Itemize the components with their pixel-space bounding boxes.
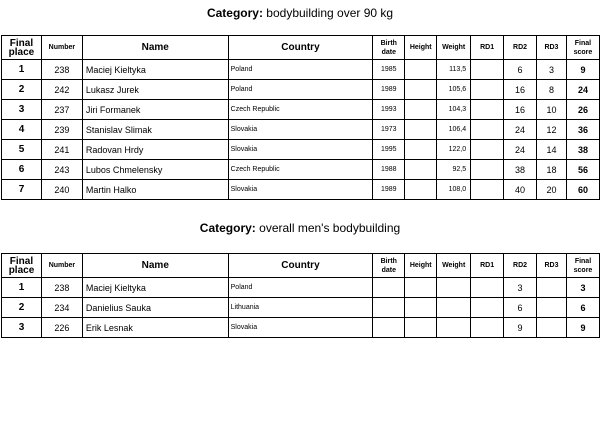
cell-height bbox=[405, 140, 437, 160]
col-height: Height bbox=[405, 254, 437, 278]
cell-number: 239 bbox=[41, 120, 82, 140]
cell-weight: 122,0 bbox=[437, 140, 471, 160]
cell-place: 6 bbox=[2, 160, 42, 180]
col-rd1: RD1 bbox=[471, 36, 504, 60]
cell-rd2: 24 bbox=[504, 140, 537, 160]
cell-country: Czech Republic bbox=[228, 160, 373, 180]
cell-height bbox=[405, 60, 437, 80]
category-name: bodybuilding over 90 kg bbox=[266, 6, 394, 20]
cell-place: 1 bbox=[2, 60, 42, 80]
cell-rd2: 16 bbox=[504, 100, 537, 120]
category-label: Category: bbox=[199, 221, 256, 235]
table-row bbox=[2, 80, 600, 100]
col-final-place: Final place bbox=[2, 36, 42, 60]
cell-weight: 92,5 bbox=[437, 160, 471, 180]
cell-weight bbox=[437, 278, 471, 298]
col-number: Number bbox=[41, 254, 82, 278]
cell-name: Lubos Chmelensky bbox=[82, 160, 228, 180]
table-row bbox=[2, 278, 600, 298]
cell-name: Danielius Sauka bbox=[82, 298, 228, 318]
cell-birth-date bbox=[373, 278, 405, 298]
col-final-place: Final place bbox=[2, 254, 42, 278]
results-table-2 bbox=[1, 253, 600, 338]
col-birth-date: Birth date bbox=[373, 36, 405, 60]
cell-rd1 bbox=[471, 140, 504, 160]
cell-height bbox=[405, 298, 437, 318]
cell-country: Slovakia bbox=[228, 180, 373, 200]
cell-place: 2 bbox=[2, 80, 42, 100]
cell-final-score: 56 bbox=[566, 160, 599, 180]
cell-country: Czech Republic bbox=[228, 100, 373, 120]
cell-weight: 104,3 bbox=[437, 100, 471, 120]
cell-rd1 bbox=[471, 60, 504, 80]
table-row bbox=[2, 120, 600, 140]
cell-height bbox=[405, 100, 437, 120]
cell-country: Slovakia bbox=[228, 318, 373, 338]
cell-final-score: 38 bbox=[566, 140, 599, 160]
cell-rd3 bbox=[537, 278, 567, 298]
cell-height bbox=[405, 160, 437, 180]
cell-number: 238 bbox=[41, 278, 82, 298]
cell-rd2: 24 bbox=[504, 120, 537, 140]
table-row bbox=[2, 100, 600, 120]
cell-country: Poland bbox=[228, 60, 373, 80]
cell-rd3: 10 bbox=[536, 100, 566, 120]
cell-name: Jiri Formanek bbox=[82, 100, 228, 120]
cell-rd1 bbox=[471, 160, 504, 180]
cell-rd2: 3 bbox=[504, 278, 537, 298]
results-table-1 bbox=[1, 35, 600, 200]
col-height: Height bbox=[405, 36, 437, 60]
cell-final-score: 36 bbox=[566, 120, 599, 140]
cell-rd2: 40 bbox=[504, 180, 537, 200]
cell-rd2: 6 bbox=[504, 298, 537, 318]
col-rd3: RD3 bbox=[537, 254, 567, 278]
cell-rd1 bbox=[471, 180, 504, 200]
col-rd2: RD2 bbox=[504, 36, 537, 60]
cell-place: 7 bbox=[2, 180, 42, 200]
cell-rd1 bbox=[471, 318, 504, 338]
col-name: Name bbox=[82, 36, 228, 60]
cell-rd2: 38 bbox=[504, 160, 537, 180]
cell-birth-date bbox=[373, 298, 405, 318]
cell-place: 5 bbox=[2, 140, 42, 160]
col-name: Name bbox=[82, 254, 228, 278]
cell-rd3 bbox=[537, 298, 567, 318]
cell-name: Maciej Kieltyka bbox=[82, 278, 228, 298]
table-row bbox=[2, 298, 600, 318]
cell-rd3 bbox=[537, 318, 567, 338]
cell-rd2: 9 bbox=[504, 318, 537, 338]
table-body-2 bbox=[2, 278, 600, 338]
cell-weight: 106,4 bbox=[437, 120, 471, 140]
cell-final-score: 9 bbox=[566, 60, 599, 80]
cell-rd1 bbox=[471, 278, 504, 298]
cell-height bbox=[405, 180, 437, 200]
cell-country: Lithuania bbox=[228, 298, 373, 318]
cell-final-score: 60 bbox=[566, 180, 599, 200]
col-number: Number bbox=[41, 36, 82, 60]
cell-name: Erik Lesnak bbox=[82, 318, 228, 338]
cell-height bbox=[405, 80, 437, 100]
cell-number: 234 bbox=[41, 298, 82, 318]
cell-place: 2 bbox=[2, 298, 42, 318]
cell-number: 226 bbox=[41, 318, 82, 338]
cell-weight bbox=[437, 318, 471, 338]
cell-final-score: 6 bbox=[566, 298, 599, 318]
cell-rd1 bbox=[471, 100, 504, 120]
cell-final-score: 3 bbox=[566, 278, 599, 298]
cell-country: Slovakia bbox=[228, 120, 373, 140]
col-rd1: RD1 bbox=[471, 254, 504, 278]
col-birth-date: Birth date bbox=[373, 254, 405, 278]
header-row bbox=[2, 36, 600, 60]
header-row bbox=[2, 254, 600, 278]
category-label: Category: bbox=[206, 6, 263, 20]
category-title-2 bbox=[0, 221, 600, 235]
cell-rd3: 3 bbox=[536, 60, 566, 80]
cell-birth-date: 1993 bbox=[373, 100, 405, 120]
category-name: overall men's bodybuilding bbox=[259, 221, 401, 235]
cell-number: 241 bbox=[41, 140, 82, 160]
cell-rd3: 8 bbox=[536, 80, 566, 100]
cell-number: 240 bbox=[41, 180, 82, 200]
category-title-1 bbox=[0, 6, 600, 20]
table-row bbox=[2, 180, 600, 200]
cell-rd2: 6 bbox=[504, 60, 537, 80]
cell-weight bbox=[437, 298, 471, 318]
cell-name: Martin Halko bbox=[82, 180, 228, 200]
cell-birth-date: 1985 bbox=[373, 60, 405, 80]
col-final-score: Final score bbox=[566, 36, 599, 60]
cell-place: 4 bbox=[2, 120, 42, 140]
cell-final-score: 9 bbox=[566, 318, 599, 338]
col-weight: Weight bbox=[437, 254, 471, 278]
col-weight: Weight bbox=[437, 36, 471, 60]
cell-rd3: 12 bbox=[536, 120, 566, 140]
cell-birth-date: 1973 bbox=[373, 120, 405, 140]
cell-weight: 113,5 bbox=[437, 60, 471, 80]
cell-rd1 bbox=[471, 120, 504, 140]
col-rd3: RD3 bbox=[536, 36, 566, 60]
cell-rd3: 18 bbox=[536, 160, 566, 180]
cell-name: Stanislav Slimak bbox=[82, 120, 228, 140]
cell-birth-date: 1989 bbox=[373, 80, 405, 100]
cell-birth-date: 1988 bbox=[373, 160, 405, 180]
col-rd2: RD2 bbox=[504, 254, 537, 278]
cell-name: Maciej Kieltyka bbox=[82, 60, 228, 80]
cell-name: Radovan Hrdy bbox=[82, 140, 228, 160]
cell-place: 1 bbox=[2, 278, 42, 298]
col-final-score: Final score bbox=[566, 254, 599, 278]
col-country: Country bbox=[228, 254, 373, 278]
cell-country: Poland bbox=[228, 278, 373, 298]
table-row bbox=[2, 318, 600, 338]
cell-place: 3 bbox=[2, 318, 42, 338]
cell-rd1 bbox=[471, 298, 504, 318]
col-country: Country bbox=[228, 36, 373, 60]
table-row bbox=[2, 160, 600, 180]
cell-rd2: 16 bbox=[504, 80, 537, 100]
cell-number: 242 bbox=[41, 80, 82, 100]
cell-rd3: 14 bbox=[536, 140, 566, 160]
cell-birth-date: 1989 bbox=[373, 180, 405, 200]
cell-rd1 bbox=[471, 80, 504, 100]
cell-height bbox=[405, 120, 437, 140]
cell-final-score: 24 bbox=[566, 80, 599, 100]
cell-number: 237 bbox=[41, 100, 82, 120]
cell-number: 243 bbox=[41, 160, 82, 180]
cell-name: Lukasz Jurek bbox=[82, 80, 228, 100]
cell-place: 3 bbox=[2, 100, 42, 120]
table-body-1 bbox=[2, 60, 600, 200]
cell-weight: 105,6 bbox=[437, 80, 471, 100]
cell-country: Poland bbox=[228, 80, 373, 100]
cell-rd3: 20 bbox=[536, 180, 566, 200]
cell-final-score: 26 bbox=[566, 100, 599, 120]
cell-country: Slovakia bbox=[228, 140, 373, 160]
cell-weight: 108,0 bbox=[437, 180, 471, 200]
cell-birth-date: 1995 bbox=[373, 140, 405, 160]
cell-height bbox=[405, 278, 437, 298]
cell-number: 238 bbox=[41, 60, 82, 80]
table-row bbox=[2, 60, 600, 80]
cell-height bbox=[405, 318, 437, 338]
table-row bbox=[2, 140, 600, 160]
cell-birth-date bbox=[373, 318, 405, 338]
